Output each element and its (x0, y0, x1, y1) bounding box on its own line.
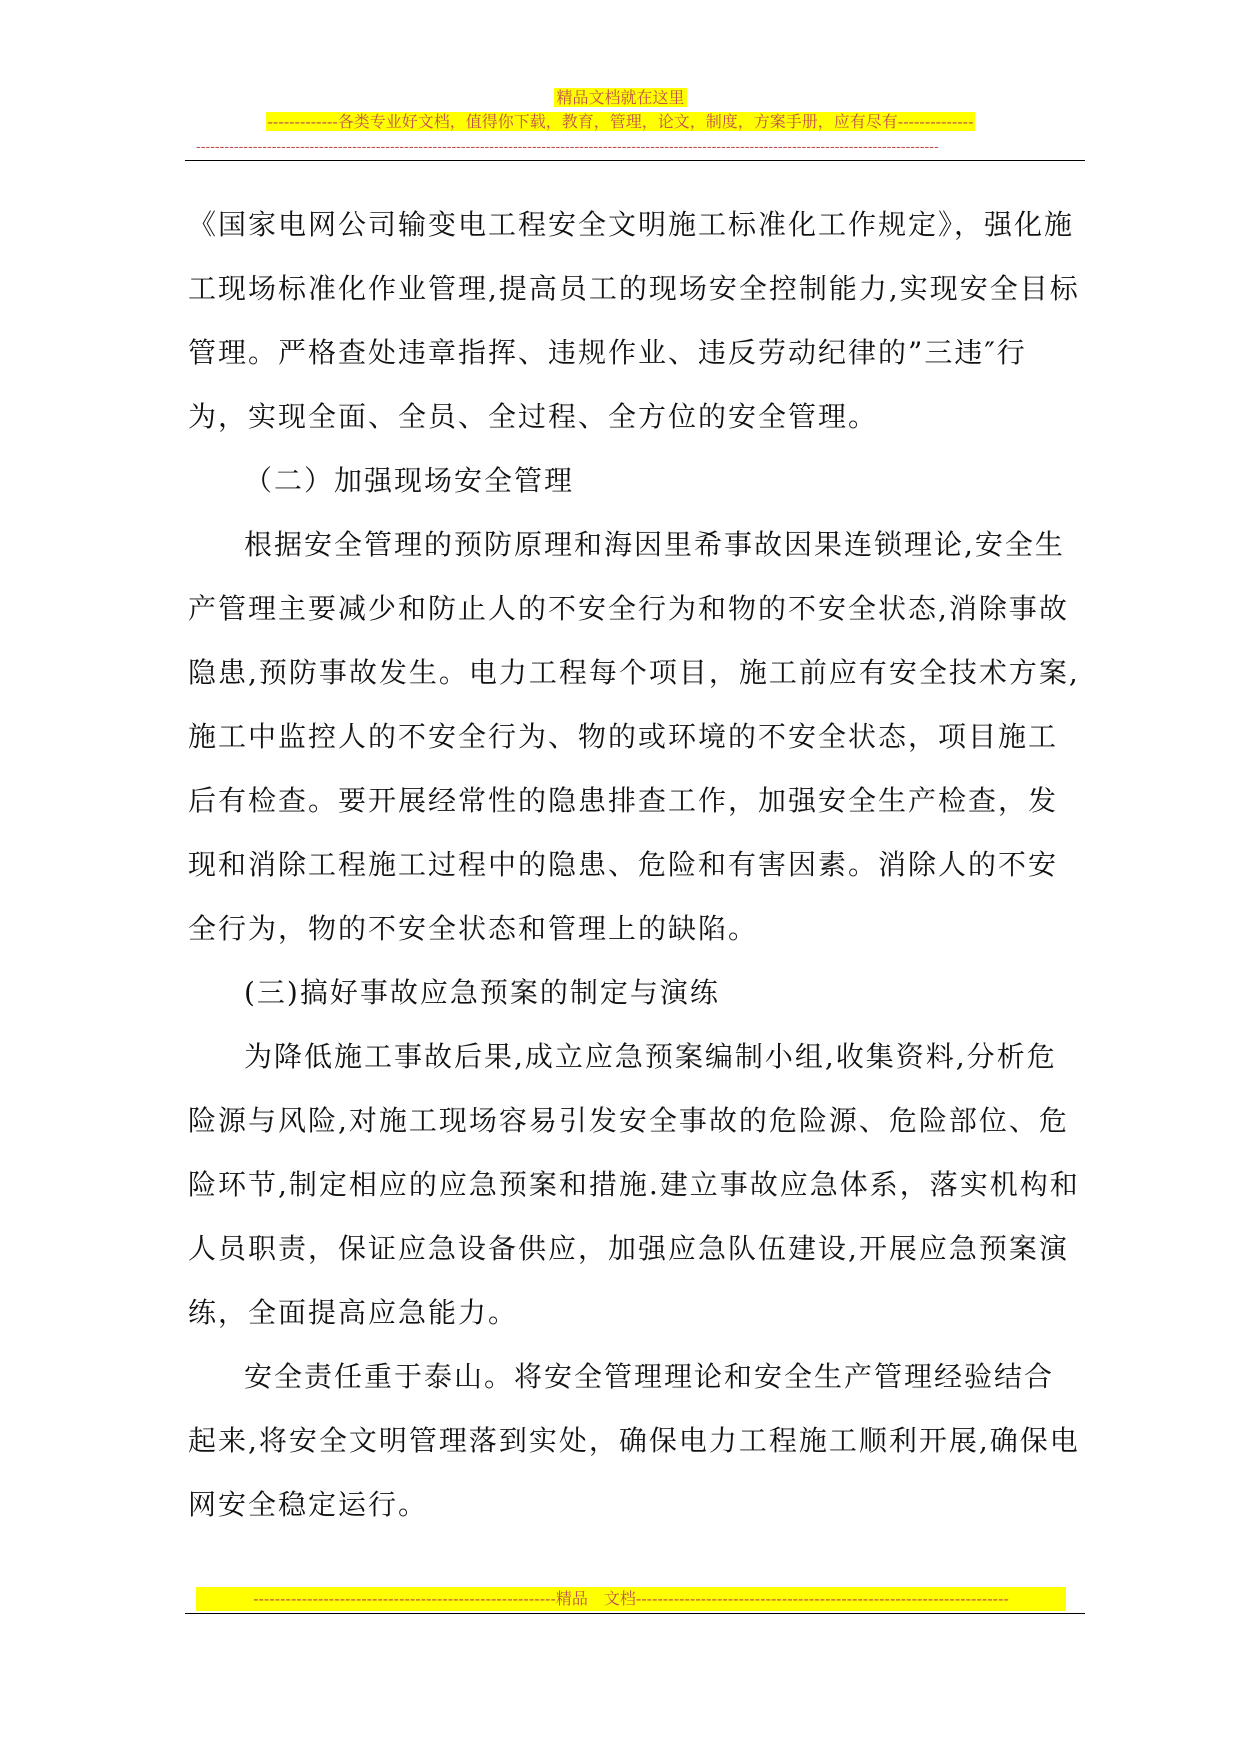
paragraph-1: 《国家电网公司输变电工程安全文明施工标准化工作规定》，强化施工现场标准化作业管理,提高员工的现场安全控制能力,实现安全目标管理。严格查处违章指挥、违规作业、违反劳动纪律的”三违″行为，实现全面、全员、全过程、全方位的安全管理。 (188, 208, 1080, 433)
header-rule (185, 160, 1085, 161)
header-subtitle: -------------各类专业好文档，值得你下载，教育，管理，论文，制度，方案手册，应有尽有-------------- (267, 112, 974, 131)
paragraph-4: 安全责任重于泰山。将安全管理理论和安全生产管理经验结合起来,将安全文明管理落到实处，确保电力工程施工顺利开展,确保电网安全稳定运行。 (188, 1360, 1080, 1521)
header-dash-line: ------------------------------------------------------------------------------------------------------------------------------------------------------------- (196, 140, 939, 154)
header-subtitle-row (0, 112, 1241, 132)
paragraph-3: 为降低施工事故后果,成立应急预案编制小组,收集资料,分析危险源与风险,对施工现场容易引发安全事故的危险源、危险部位、危险环节,制定相应的应急预案和措施.建立事故应急体系，落实机构和人员职责，保证应急设备供应，加强应急队伍建设,开展应急预案演练，全面提高应急能力。 (188, 1040, 1080, 1329)
section-heading-2: （二）加强现场安全管理 (244, 464, 575, 497)
footer-rule (185, 1613, 1085, 1614)
section-heading-3: (三)搞好事故应急预案的制定与演练 (244, 976, 720, 1009)
header-title: 精品文档就在这里 (556, 88, 685, 107)
document-body (188, 193, 1083, 1537)
header-title-row (0, 88, 1241, 108)
footer-banner: --------------------------------------------------------精品 文档--------------------------------------------------------------------- (196, 1587, 1066, 1611)
paragraph-2: 根据安全管理的预防原理和海因里希事故因果连锁理论,安全生产管理主要减少和防止人的不安全行为和物的不安全状态,消除事故隐患,预防事故发生。电力工程每个项目，施工前应有安全技术方案,施工中监控人的不安全行为、物的或环境的不安全状态，项目施工后有检查。要开展经常性的隐患排查工作，加强安全生产检查，发现和消除工程施工过程中的隐患、危险和有害因素。消除人的不安全行为，物的不安全状态和管理上的缺陷。 (188, 528, 1080, 945)
